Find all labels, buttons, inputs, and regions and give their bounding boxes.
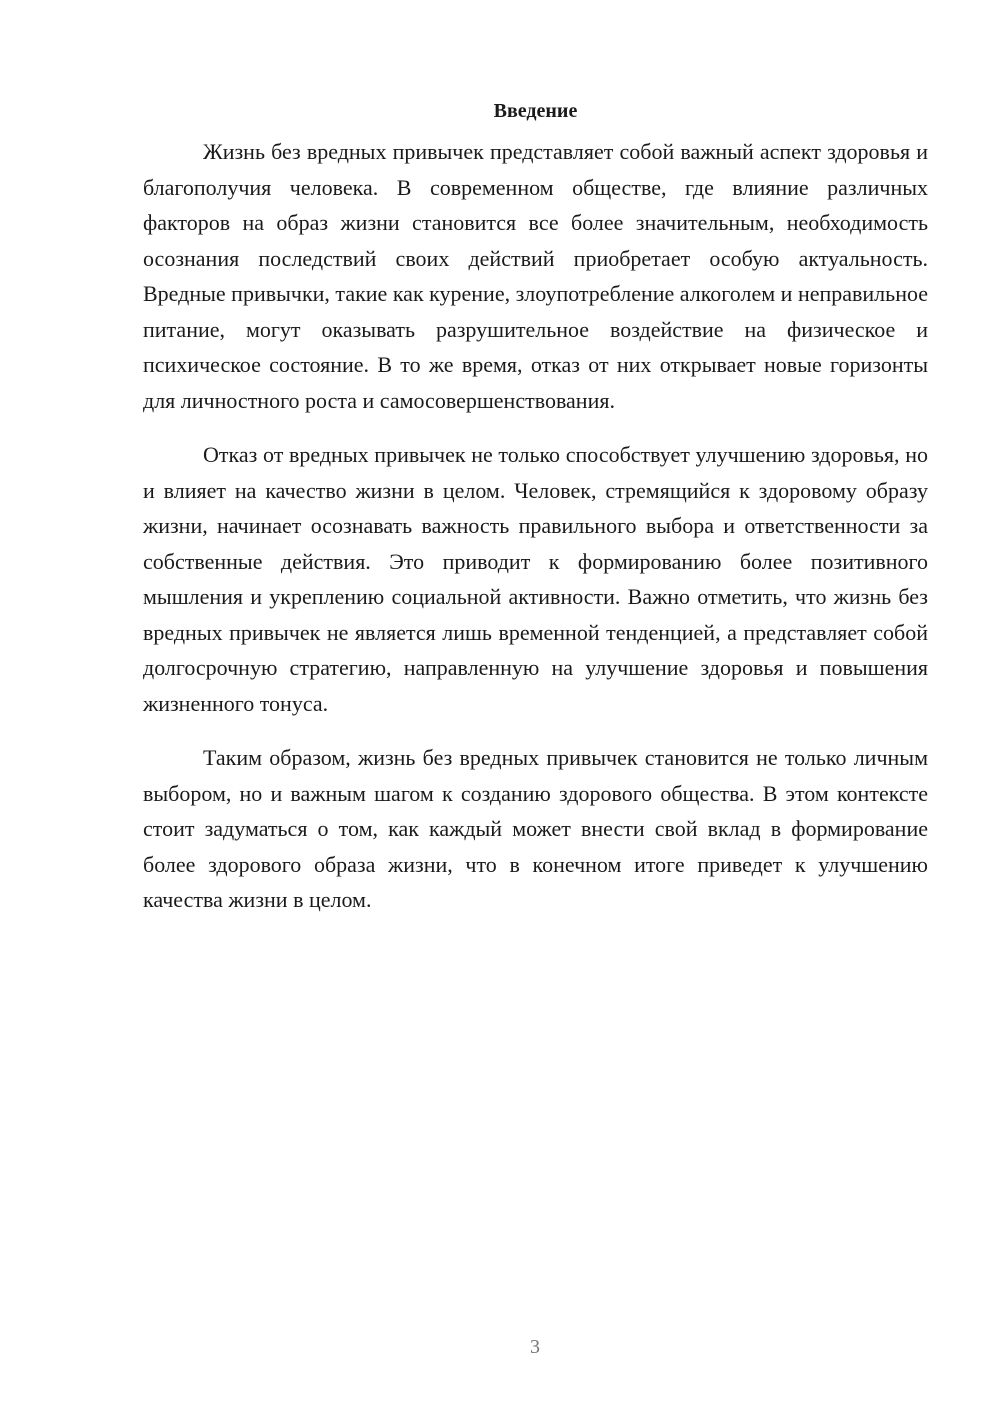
paragraph-2: Отказ от вредных привычек не только способствует улучшению здоровья, но и влияет на качество жизни в целом. Человек, стремящийся к здоровому образу жизни, начинает осознавать важность правильного выбора и ответственности за собственные действия. Это приводит к формированию более позитивного мышления и укреплению социальной активности. Важно отметить, что жизнь без вредных привычек не является лишь временной тенденцией, а представляет собой долгосрочную стратегию, направленную на улучшение здоровья и повышения жизненного тонуса. xyxy=(143,442,928,716)
section-title: Введение xyxy=(493,100,578,122)
paragraph-3: Таким образом, жизнь без вредных привычек становится не только личным выбором, но и важным шагом к созданию здорового общества. В этом контексте стоит задуматься о том, как каждый может внести свой вклад в формирование более здорового образа жизни, что в конечном итоге приведет к улучшению качества жизни в целом. xyxy=(143,745,928,912)
page-content xyxy=(143,96,928,918)
paragraph-1: Жизнь без вредных привычек представляет собой важный аспект здоровья и благополучия человека. В современном обществе, где влияние различных факторов на образ жизни становится все более значительным, необходимость осознания последствий своих действий приобретает особую актуальность. Вредные привычки, такие как курение, злоупотребление алкоголем и неправильное питание, могут оказывать разрушительное воздействие на физическое и психическое состояние. В то же время, отказ от них открывает новые горизонты для личностного роста и самосовершенствования. xyxy=(143,139,928,413)
page-number: 3 xyxy=(530,1336,540,1358)
